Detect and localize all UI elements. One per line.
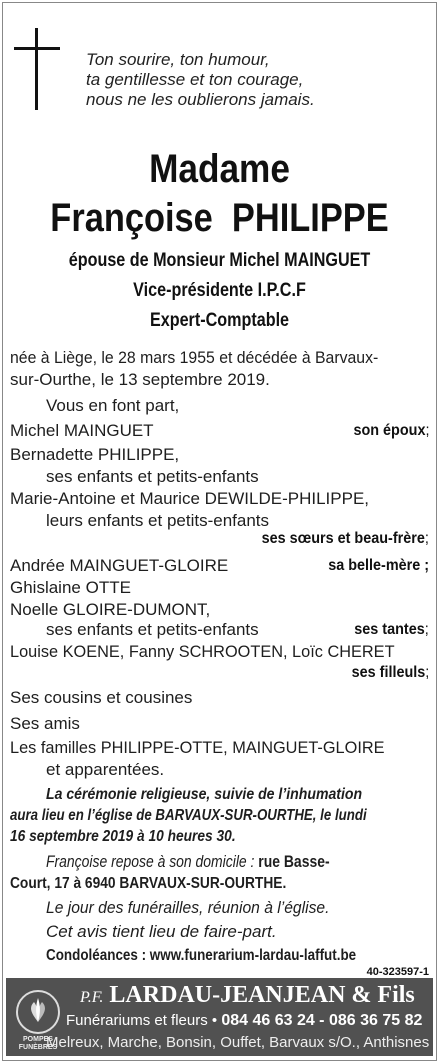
family-member: Ghislaine OTTE (10, 578, 131, 597)
ceremony-line: aura lieu en l’église de BARVAUX-SUR-OURTHE, le lundi (10, 807, 367, 824)
quote-line: ta gentillesse et ton courage, (86, 70, 304, 89)
family-member: Ses cousins et cousines (10, 688, 193, 707)
family-member: Ses amis (10, 714, 80, 733)
condolences-link[interactable]: Condoléances : www.funerarium-lardau-laffut.be (46, 947, 357, 964)
ceremony-line: 16 septembre 2019 à 10 heures 30. (10, 828, 236, 845)
family-member: Bernadette PHILIPPE, (10, 445, 180, 464)
notice-text: Cet avis tient lieu de faire-part. (46, 922, 277, 941)
logo-text: POMPES FUNÈBRES (18, 1036, 58, 1051)
contact-line: Funérariums et fleurs • 084 46 63 24 - 086 36 75 82 (66, 1012, 423, 1029)
quote-line: nous ne les oublierons jamais. (86, 90, 315, 109)
funeral-day: Le jour des funérailles, réunion à l’église. (46, 898, 330, 917)
family-sub: et apparentées. (46, 760, 165, 779)
company-name: P.F. LARDAU-JEANJEAN & Fils (80, 982, 415, 1008)
family-member: Andrée MAINGUET-GLOIRE (10, 556, 229, 575)
family-sub: ses enfants et petits-enfants (46, 620, 259, 639)
memorial-quote (86, 50, 315, 110)
home-line: Court, 17 à 6940 BARVAUX-SUR-OURTHE. (10, 875, 287, 892)
flower-icon (18, 992, 58, 1032)
family-member: Noelle GLOIRE-DUMONT, (10, 600, 211, 619)
family-member: Marie-Antoine et Maurice DEWILDE-PHILIPPE, (10, 489, 370, 508)
intro-text: Vous en font part, (46, 396, 180, 415)
spouse-line: épouse de Monsieur Michel MAINGUET (68, 250, 371, 271)
relation-label: ses filleuls; (351, 664, 429, 681)
funeral-home-footer (6, 978, 433, 1056)
honorific: Madame (149, 147, 290, 191)
relation-label: ses tantes; (354, 621, 429, 638)
quote-line: Ton sourire, ton humour, (86, 50, 270, 69)
birth-line: sur-Ourthe, le 13 septembre 2019. (10, 370, 270, 389)
family-member: Michel MAINGUET (10, 421, 154, 440)
relation-label: ses sœurs et beau-frère; (261, 530, 429, 547)
funeral-home-logo (16, 990, 60, 1034)
relation-label: son époux; (352, 422, 429, 439)
role-line: Vice-présidente I.P.C.F (133, 280, 306, 301)
ceremony-line: La cérémonie religieuse, suivie de l’inhumation (46, 786, 363, 803)
family-member: Les familles PHILIPPE-OTTE, MAINGUET-GLOIRE (10, 738, 385, 757)
family-sub: ses enfants et petits-enfants (46, 467, 259, 486)
family-member: Louise KOENE, Fanny SCHROOTEN, Loïc CHERET (10, 642, 395, 661)
cross-icon (14, 28, 60, 110)
deceased-name: Françoise PHILIPPE (50, 196, 389, 240)
locations-line: Melreux, Marche, Bonsin, Ouffet, Barvaux s/O., Anthisnes (46, 1034, 430, 1051)
family-sub: leurs enfants et petits-enfants (46, 511, 270, 530)
birth-line: née à Liège, le 28 mars 1955 et décédée à Barvaux- (10, 348, 379, 367)
relation-label: sa belle-mère ; (328, 557, 429, 574)
home-line: Françoise repose à son domicile : rue Basse- (46, 852, 330, 871)
reference-number: 40-323597-1 (366, 966, 429, 978)
role-line: Expert-Comptable (149, 310, 290, 331)
